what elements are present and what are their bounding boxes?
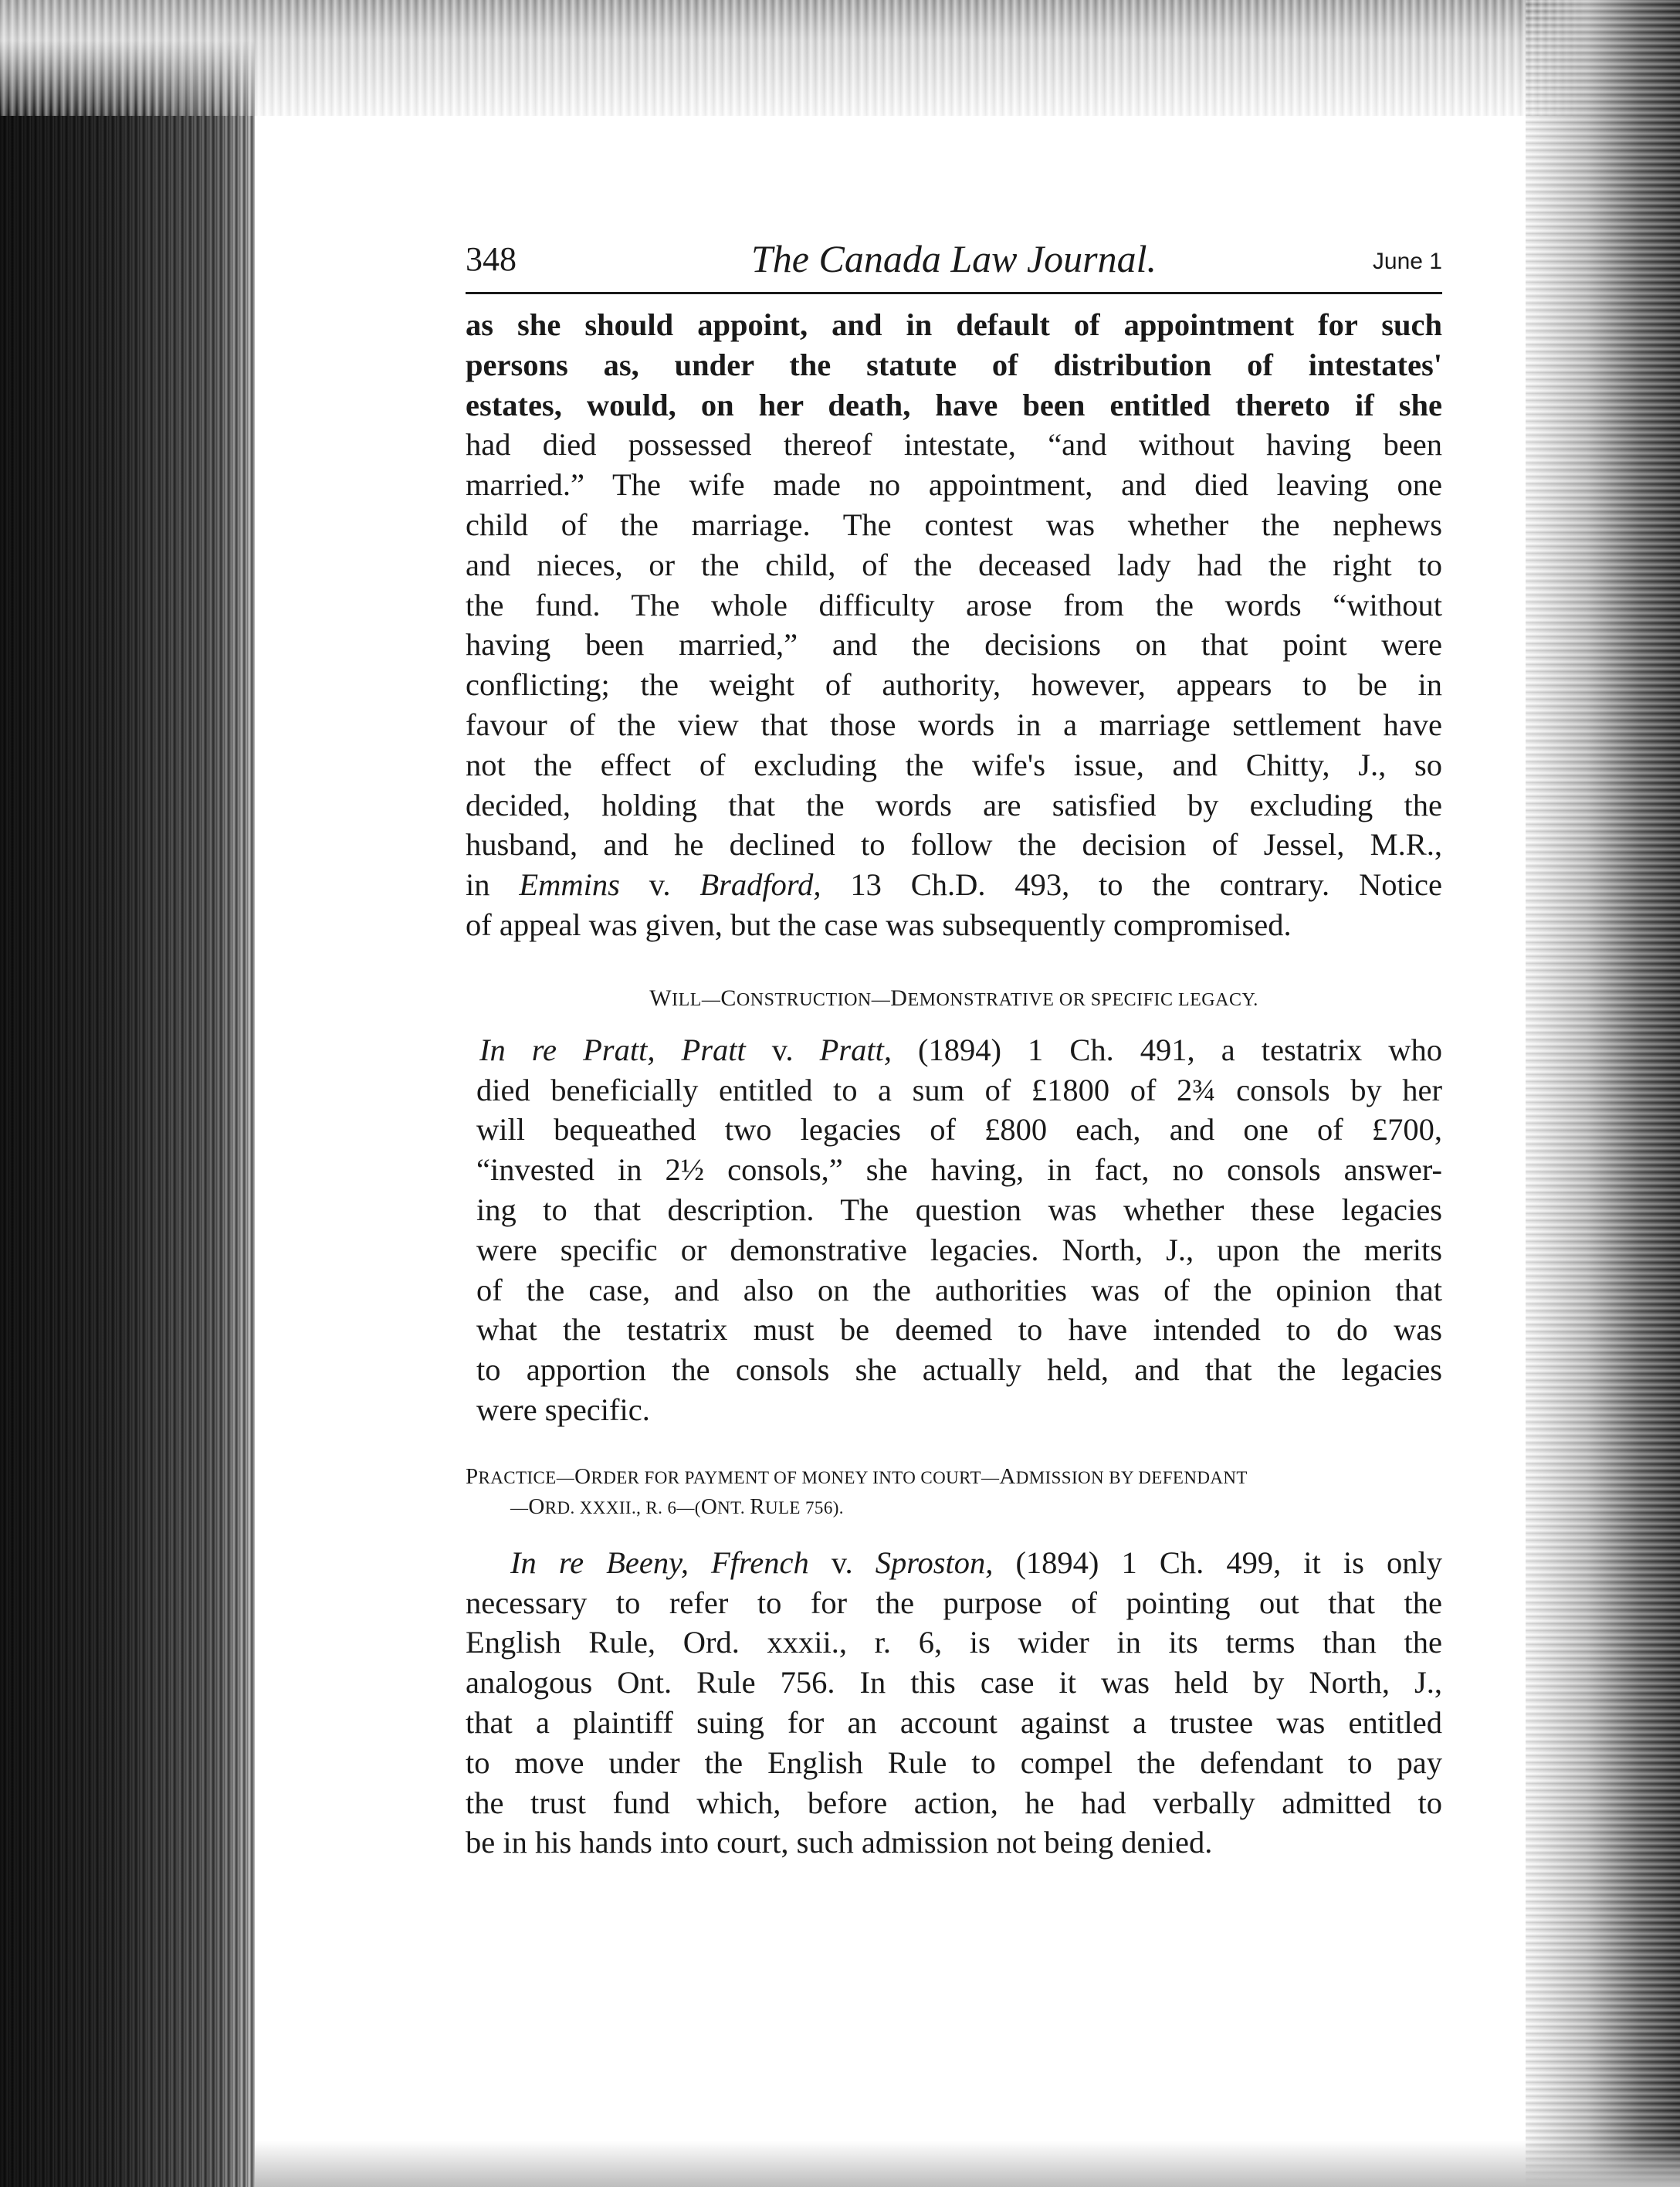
heading-cap: O (574, 1463, 591, 1489)
case-name: Pratt, (819, 1032, 892, 1067)
text-line: as she should appoint, and in default of appointment for such (466, 307, 1442, 342)
section-practice (466, 1464, 1442, 1863)
heading-cap: O (700, 1494, 718, 1519)
heading-text: ILL (672, 989, 702, 1010)
text-line: of the case, and also on the authorities was of the opinion that (476, 1272, 1442, 1307)
text-line: be in his hands into court, such admission not being denied. (466, 1825, 1213, 1860)
text-line: what the testatrix must be deemed to have intended to do was (476, 1312, 1442, 1348)
text-line: favour of the view that those words in a marriage settlement have (466, 707, 1442, 742)
case-name: In re Pratt, Pratt (479, 1032, 746, 1067)
text-line: to apportion the consols she actually held, and that the legacies (476, 1352, 1442, 1388)
heading-cap: P (466, 1463, 479, 1489)
text-line: persons as, under the statute of distribution of intestates' (466, 347, 1442, 382)
text-line: decided, holding that the words are satisfied by excluding the (466, 787, 1442, 822)
section-will-construction (466, 985, 1442, 1430)
text-line: necessary to refer to for the purpose of pointing out that the (466, 1585, 1442, 1620)
versus: v. (745, 1032, 820, 1067)
heading-text: EMONSTRATIVE OR SPECIFIC LEGACY. (907, 989, 1258, 1010)
text-line: died beneficially entitled to a sum of £1800 of 2¾ consols by her (476, 1072, 1442, 1107)
text-line: married.” The wife made no appointment, and died leaving one (466, 467, 1442, 503)
text-line: of appeal was given, but the case was subsequently compromised. (466, 907, 1292, 942)
scan-bottom-edge (255, 2141, 1680, 2187)
text-line: husband, and he declined to follow the decision of Jessel, M.R., (466, 827, 1442, 863)
paragraph-continued (466, 305, 1442, 945)
line-prefix: in (466, 867, 520, 903)
text-line (466, 865, 1442, 905)
issue-date: June 1 (1372, 249, 1442, 274)
text-line: had died possessed thereof intestate, “and without having been (466, 427, 1442, 463)
text-line: the fund. The whole difficulty arose from the words “without (466, 587, 1442, 622)
heading-cap: C (720, 985, 737, 1011)
citation-text: (1894) 1 Ch. 491, a testatrix who (891, 1032, 1442, 1067)
heading-text: NT. (717, 1497, 750, 1517)
case-name: Emmins (519, 867, 620, 903)
citation-text: (1894) 1 Ch. 499, it is only (993, 1544, 1443, 1580)
text-line: conflicting; the weight of authority, however, appears to be in (466, 667, 1442, 703)
scan-right-edge (1526, 0, 1680, 2187)
text-line: estates, would, on her death, have been entitled thereto if she (466, 387, 1442, 422)
heading-text: DMISSION BY DEFENDANT (1015, 1467, 1248, 1487)
heading-cap: R (750, 1494, 765, 1519)
text-line: were specific or demonstrative legacies. North, J., upon the merits (476, 1232, 1442, 1267)
text-line: were specific. (476, 1392, 650, 1427)
section-body (466, 1543, 1442, 1863)
page-number: 348 (466, 240, 517, 278)
text-line: “invested in 2½ consols,” she having, in fact, no consols answer- (476, 1152, 1442, 1188)
text-line: will bequeathed two legacies of £800 each, and one of £700, (476, 1112, 1442, 1148)
heading-text: RD. XXXII., R. 6—( (544, 1497, 701, 1517)
heading-text: RACTICE— (478, 1467, 575, 1487)
text-line: having been married,” and the decisions on that point were (466, 627, 1442, 663)
text-line (476, 1030, 1442, 1070)
versus: v. (619, 867, 700, 903)
text-line: to move under the English Rule to compel the defendant to pay (466, 1745, 1442, 1780)
running-header (466, 232, 1442, 294)
versus: v. (808, 1544, 876, 1580)
case-name: Sproston, (875, 1544, 994, 1580)
text-line: and nieces, or the child, of the deceased lady had the right to (466, 547, 1442, 582)
heading-dash: — (701, 989, 721, 1010)
section-heading (466, 1464, 1442, 1490)
section-heading (466, 985, 1442, 1012)
heading-dash: — (871, 989, 891, 1010)
heading-text: RDER FOR PAYMENT OF MONEY INTO COURT— (591, 1467, 1000, 1487)
text-line: that a plaintiff suing for an account against a trustee was entitled (466, 1704, 1442, 1740)
page-column (466, 232, 1442, 1863)
case-name: Bradford, (699, 867, 821, 903)
citation-text: 13 Ch.D. 493, to the contrary. Notice (821, 867, 1442, 903)
heading-cap: O (528, 1494, 545, 1519)
text-line (466, 1543, 1442, 1583)
scan-top-edge (0, 0, 1680, 116)
journal-title: The Canada Law Journal. (750, 237, 1157, 280)
section-heading-line2 (466, 1494, 1442, 1520)
heading-dash: — (510, 1497, 529, 1517)
heading-text: ULE 756). (764, 1497, 844, 1517)
text-line: ing to that description. The question was whether these legacies (476, 1192, 1442, 1227)
section-body (466, 1030, 1442, 1430)
text-line: English Rule, Ord. xxxii., r. 6, is wider in its terms than the (466, 1625, 1442, 1660)
text-line: child of the marriage. The contest was whether the nephews (466, 507, 1442, 542)
heading-text: ONSTRUCTION (736, 989, 872, 1010)
text-line: analogous Ont. Rule 756. In this case it was held by North, J., (466, 1665, 1442, 1700)
heading-cap: D (890, 985, 908, 1011)
heading-cap: A (999, 1463, 1016, 1489)
text-line: not the effect of excluding the wife's issue, and Chitty, J., so (466, 747, 1442, 782)
heading-cap: W (649, 985, 672, 1011)
text-line: the trust fund which, before action, he had verbally admitted to (466, 1785, 1442, 1820)
case-name: In re Beeny, Ffrench (510, 1544, 809, 1580)
book-spine-shadow (0, 0, 255, 2187)
